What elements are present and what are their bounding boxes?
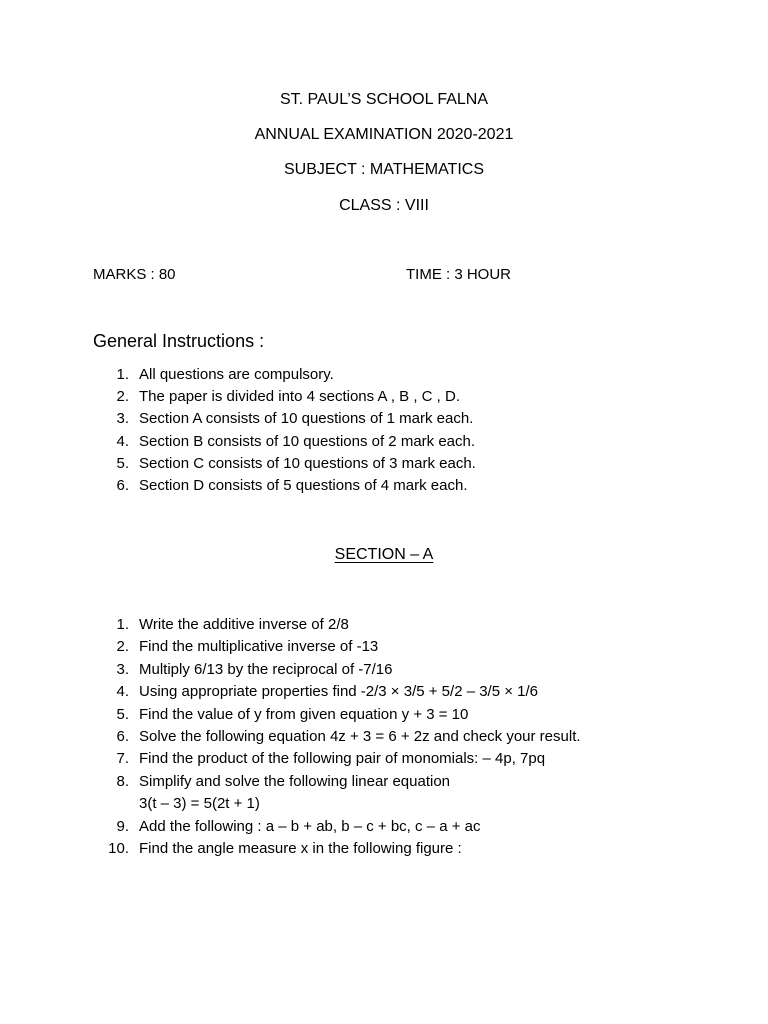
question-equation: 3(t – 3) = 5(2t + 1)	[139, 795, 260, 813]
item-text: All questions are compulsory.	[139, 366, 334, 383]
item-text: Section D consists of 5 questions of 4 mark each.	[139, 476, 468, 494]
item-number: 3.	[116, 410, 129, 428]
question-text: Solve the following equation 4z + 3 = 6 + 2z and check your result.	[139, 727, 581, 745]
item-number: 5.	[116, 454, 129, 472]
question-number: 2.	[116, 638, 129, 656]
question-number: 8.	[116, 772, 129, 790]
school-name: ST. PAUL’S SCHOOL FALNA	[279, 91, 489, 108]
question-text: Find the product of the following pair of monomials: – 4p, 7pq	[139, 750, 546, 768]
exam-title: ANNUAL EXAMINATION 2020-2021	[254, 126, 514, 143]
item-text: Section B consists of 10 questions of 2 mark each.	[139, 432, 476, 450]
class-line: CLASS : VIII	[339, 197, 429, 214]
question-number: 5.	[116, 705, 129, 723]
question-text: Find the value of y from given equation y + 3 = 10	[139, 705, 469, 723]
section-a-title-text: SECTION – A	[334, 546, 434, 563]
item-text: Section C consists of 10 questions of 3 mark each.	[139, 454, 476, 472]
item-number: 2.	[116, 388, 129, 406]
question-number: 10.	[108, 839, 129, 857]
question-text: Write the additive inverse of 2/8	[139, 616, 349, 633]
question-text: Add the following : a – b + ab, b – c + bc, c – a + ac	[139, 817, 481, 835]
item-number: 6.	[116, 476, 129, 494]
item-text: Section A consists of 10 questions of 1 mark each.	[139, 410, 474, 428]
time-line: TIME : 3 HOUR	[406, 266, 512, 283]
item-number: 1.	[116, 366, 129, 383]
subject-line: SUBJECT : MATHEMATICS	[283, 161, 484, 178]
section-a-title	[0, 545, 768, 565]
question-text: Find the multiplicative inverse of -13	[139, 638, 379, 656]
item-text: The paper is divided into 4 sections A , B , C , D.	[139, 388, 460, 406]
question-number: 1.	[116, 616, 129, 633]
question-number: 6.	[116, 727, 129, 745]
item-number: 4.	[116, 432, 129, 450]
question-text: Simplify and solve the following linear equation	[139, 772, 451, 790]
question-number: 4.	[116, 683, 129, 701]
question-text: Find the angle measure x in the following figure :	[139, 839, 462, 857]
question-number: 9.	[116, 817, 129, 835]
instructions-heading: General Instructions :	[93, 331, 265, 351]
question-text: Multiply 6/13 by the reciprocal of -7/16	[139, 660, 393, 678]
question-number: 7.	[116, 750, 129, 768]
question-text: Using appropriate properties find -2/3 × 3/5 + 5/2 – 3/5 × 1/6	[139, 683, 539, 701]
question-number: 3.	[116, 660, 129, 678]
marks-line: MARKS : 80	[93, 266, 176, 283]
